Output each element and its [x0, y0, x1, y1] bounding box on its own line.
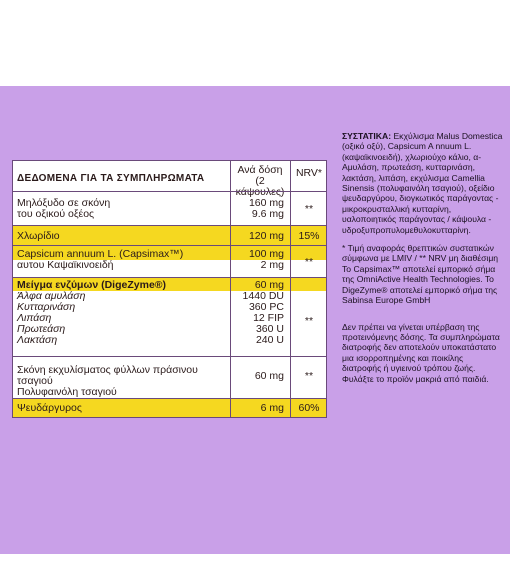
ingredients-text: Εκχύλισμα Malus Domestica (οξικό οξύ), Capsicum A nnuum L. (καψαϊκινοειδή), χλωριούχο κάλιο, α-Αμυλάση, πρωτεάση, κυτταρινάση, λακτάση, λιπάση, εκχύλισμα Camellia Sinensis (πολυφαινόλη τσαγιού), οξείδιο ψευδαργύρου, διογκωτικός παράγοντας - μικροκρυσταλλική κυτταρίνη, υαλοποιητικός παράγοντας / κάψουλα - υδροξυπροπυλομεθυλοκυτταρίνη.	[342, 131, 503, 235]
row-amount: 120 mg	[248, 230, 284, 242]
warning-text: Δεν πρέπει να γίνεται υπέρβαση της προτεινόμενης δόσης. Τα συμπληρώματα διατροφής δεν αποτελούν υποκατάστατο μια ισορροπημένης και ποικίλης διατροφής ή υγιεινού τρόπου ζωής. Φυλάξτε το προϊόν μακριά από παιδιά.	[342, 321, 500, 384]
table-title: ΔΕΔΟΜΕΝΑ ΓΙΑ ΤΑ ΣΥΜΠΛΗΡΩΜΑΤΑ	[17, 173, 205, 184]
row-amount-sub: 2 mg	[260, 259, 284, 271]
column-divider	[290, 161, 291, 417]
row-subname: αυτου Καψαϊκινοειδή	[17, 259, 114, 271]
table-row	[13, 191, 326, 225]
dose-header-line2: (2 κάψουλες)	[235, 175, 285, 198]
enzyme-amount: 1440 DU	[242, 290, 284, 302]
enzyme-name: Λακτάση	[17, 334, 58, 346]
table-row	[13, 225, 326, 245]
table-row	[13, 398, 326, 417]
enzyme-amount: 360 U	[255, 323, 284, 335]
ingredients-paragraph	[342, 131, 504, 235]
table-row	[13, 245, 326, 277]
enzyme-name: Λιπάση	[17, 312, 52, 324]
enzyme-amount: 240 U	[255, 334, 284, 346]
row-name: Μείγμα ενζύμων (DigeZyme®)	[17, 279, 167, 291]
enzyme-name: Άλφα αμυλάση	[17, 290, 86, 302]
row-nrv: **	[304, 203, 314, 215]
table-row	[13, 277, 326, 356]
row-nrv: **	[304, 370, 314, 382]
row-nrv: 60%	[298, 402, 320, 414]
row-nrv: 15%	[298, 230, 320, 242]
row-nrv: **	[304, 256, 314, 268]
row-amount: 160 mg	[248, 197, 284, 209]
row-amount: 100 mg	[248, 248, 284, 260]
row-amount: 60 mg	[254, 370, 284, 382]
row-amount: 6 mg	[260, 402, 284, 414]
trademark-note: * Τιμή αναφοράς θρεπτικών συστατικών σύμφωνα με LMIV / ** NRV μη διαθέσιμη To Capsimax™ αποτελεί εμπορικό σήμα της OmniActive Health Technologies. To DigeZyme® αποτελεί εμπορικό σήμα της Sabinsa Europe GmbH	[342, 243, 499, 306]
row-name: Σκόνη εκχυλίσματος φύλλων πράσινου τσαγιού	[17, 364, 198, 387]
row-name: Ψευδάργυρος	[17, 402, 82, 414]
supplement-facts-table	[12, 160, 327, 418]
column-divider	[230, 161, 231, 417]
row-subname: Πολυφαινόλη τσαγιού	[17, 386, 117, 398]
enzyme-amount: 12 FIP	[253, 312, 284, 324]
row-name: Χλωρίδιο	[17, 230, 60, 242]
table-header	[13, 161, 326, 198]
dose-header-line1: Ανά δόση	[237, 164, 283, 176]
row-name: Μηλόξυδο σε σκόνη	[17, 197, 111, 209]
side-text	[342, 131, 504, 392]
row-name: Capsicum annuum L. (Capsimax™)	[17, 248, 184, 260]
enzyme-name: Κυτταρινάση	[17, 301, 76, 313]
row-amount: 60 mg	[254, 279, 284, 291]
row-subname: του οξικού οξέος	[17, 208, 95, 220]
enzyme-name: Πρωτεάση	[17, 323, 66, 335]
table-row	[13, 356, 326, 398]
row-amount-sub: 9.6 mg	[251, 208, 284, 220]
enzyme-amount: 360 PC	[248, 301, 284, 313]
row-nrv: **	[304, 315, 314, 327]
nrv-header: NRV*	[295, 167, 323, 179]
ingredients-label: ΣΥΣΤΑΤΙΚΑ:	[342, 131, 392, 141]
